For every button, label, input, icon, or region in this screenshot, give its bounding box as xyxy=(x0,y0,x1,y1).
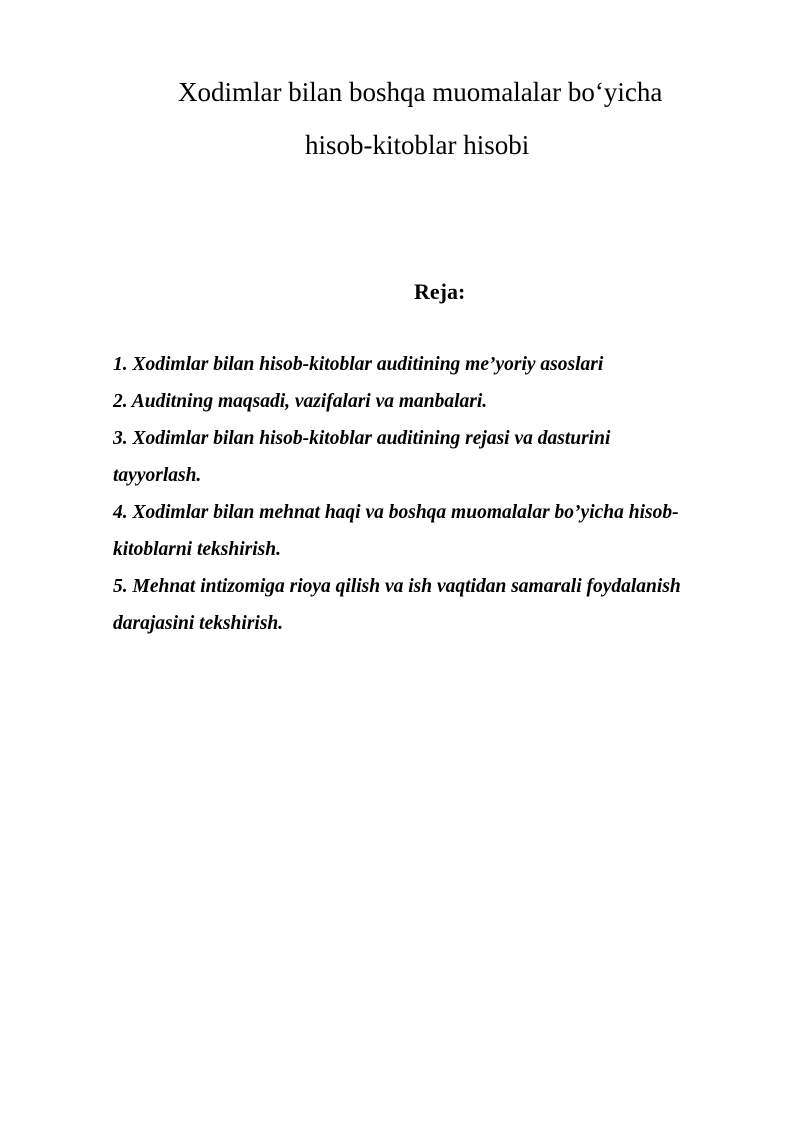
plan-item xyxy=(113,568,743,642)
plan-item-text: 4. Xodimlar bilan mehnat haqi va boshqa muomalalar bo’yicha hisob- xyxy=(113,502,679,523)
plan-item-text-continued: tayyorlash. xyxy=(113,465,202,486)
document-title-line-1: Xodimlar bilan boshqa muomalalar bo‘yicha xyxy=(178,77,663,107)
plan-item xyxy=(113,346,743,383)
plan-item-text: 3. Xodimlar bilan hisob-kitoblar auditining rejasi va dasturini xyxy=(113,428,611,449)
plan-item xyxy=(113,420,743,494)
plan-item-text: 2. Auditning maqsadi, vazifalari va manbalari. xyxy=(113,391,488,412)
plan-list xyxy=(113,346,743,642)
plan-item-text: 1. Xodimlar bilan hisob-kitoblar auditining me’yoriy asoslari xyxy=(113,354,604,375)
plan-item-text: 5. Mehnat intizomiga rioya qilish va ish vaqtidan samarali foydalanish xyxy=(113,576,681,597)
plan-item-text-continued: darajasini tekshirish. xyxy=(113,613,284,634)
plan-heading: Reja: xyxy=(414,279,466,304)
document-title-line-2: hisob-kitoblar hisobi xyxy=(305,130,530,160)
plan-item xyxy=(113,383,743,420)
plan-item xyxy=(113,494,743,568)
plan-item-text-continued: kitoblarni tekshirish. xyxy=(113,539,281,560)
